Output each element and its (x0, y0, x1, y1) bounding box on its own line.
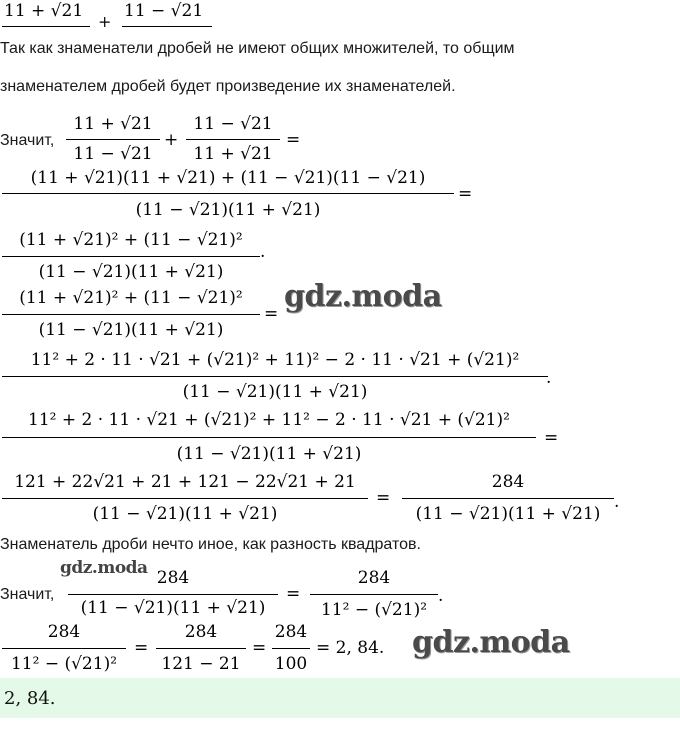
fraction-9a (2, 622, 126, 680)
fraction-9c (272, 622, 310, 680)
explanation-line-2: знаменателем дробей будет произведение их знаменателей. (0, 78, 456, 95)
fraction-1a (66, 114, 160, 166)
numerator: 284 (156, 568, 190, 588)
equals-sign: = (252, 638, 267, 658)
top-numerator-2: 11 − √21 (124, 1, 204, 21)
numerator: 121 + 22√21 + 21 + 121 − 22√21 + 21 (14, 472, 356, 492)
fraction-2 (2, 170, 454, 222)
watermark-logo: gdz.moda (284, 279, 442, 314)
plus-sign: + (98, 12, 112, 31)
equals-sign: = (376, 488, 391, 508)
denominator: (11 − √21)(11 + √21) (135, 200, 321, 220)
answer-value: 2, 84. (4, 688, 56, 709)
fraction-8-right (310, 568, 438, 628)
denominator: (11 − √21)(11 + √21) (415, 504, 601, 524)
numerator: 11² + 2 · 11 · √21 + (√21)² + 11)² − 2 · 11 · √21 + (√21)² (30, 350, 520, 370)
numerator: 11² + 2 · 11 · √21 + (√21)² + 11² − 2 · 11 · √21 + (√21)² (28, 410, 510, 430)
fraction-7-left (2, 472, 368, 526)
period: . (438, 586, 444, 606)
equals-sign: = (134, 638, 149, 658)
explanation-line-1: Так как знаменатели дробей не имеют общих множителей, то общим (0, 40, 515, 57)
explanation-line-3: Знаменатель дроби нечто иное, как разность квадратов. (0, 536, 421, 553)
denominator: 11² − (√21)² (10, 654, 118, 674)
equals-sign: = (458, 184, 473, 204)
numerator: 11 − √21 (193, 114, 273, 134)
watermark-logo-small: gdz.moda (60, 558, 148, 578)
znachit-label: Значит, (0, 586, 55, 603)
fraction-8-left (68, 568, 278, 622)
denominator: (11 − √21)(11 + √21) (38, 320, 224, 340)
equals-sign: = (544, 428, 559, 448)
top-numerator-1: 11 + √21 (4, 1, 84, 21)
numerator: 284 (47, 622, 81, 642)
fraction-4 (2, 284, 260, 344)
denominator: 11 − √21 (73, 144, 153, 164)
numerator: 284 (357, 568, 391, 588)
denominator: 121 − 21 (161, 654, 241, 674)
fraction-3 (2, 226, 260, 286)
numerator: 284 (274, 622, 308, 642)
denominator: (11 − √21)(11 + √21) (38, 262, 224, 282)
denominator: 100 (274, 654, 308, 674)
final-result: = 2, 84. (316, 638, 385, 658)
fraction-bar (122, 26, 212, 27)
numerator: (11 + √21)(11 + √21) + (11 − √21)(11 − √21) (30, 168, 426, 188)
plus-sign: + (164, 130, 179, 150)
denominator: (11 − √21)(11 + √21) (92, 504, 278, 524)
numerator: (11 + √21)² + (11 − √21)² (19, 230, 243, 250)
denominator: (11 − √21)(11 + √21) (80, 598, 266, 618)
numerator: 284 (491, 472, 525, 492)
fraction-7-right (402, 472, 614, 526)
denominator: 11² − (√21)² (320, 600, 428, 620)
denominator: (11 − √21)(11 + √21) (182, 382, 368, 402)
numerator: (11 + √21)² + (11 − √21)² (19, 288, 243, 308)
denominator: (11 − √21)(11 + √21) (176, 444, 362, 464)
period: . (546, 368, 552, 388)
period: . (614, 492, 620, 512)
equals-sign: = (264, 304, 279, 324)
equals-sign: = (286, 130, 301, 150)
denominator: 11 + √21 (193, 144, 273, 164)
fraction-9b (156, 622, 246, 680)
equals-sign: = (286, 584, 301, 604)
answer-box (0, 678, 680, 718)
fraction-bar (2, 26, 90, 27)
fraction-5 (2, 340, 548, 406)
znachit-label: Значит, (0, 132, 55, 149)
period: . (260, 242, 266, 262)
fraction-6 (2, 400, 536, 466)
fraction-1b (186, 114, 280, 166)
watermark-logo: gdz.moda (412, 625, 570, 660)
numerator: 11 + √21 (73, 114, 153, 134)
numerator: 284 (184, 622, 218, 642)
